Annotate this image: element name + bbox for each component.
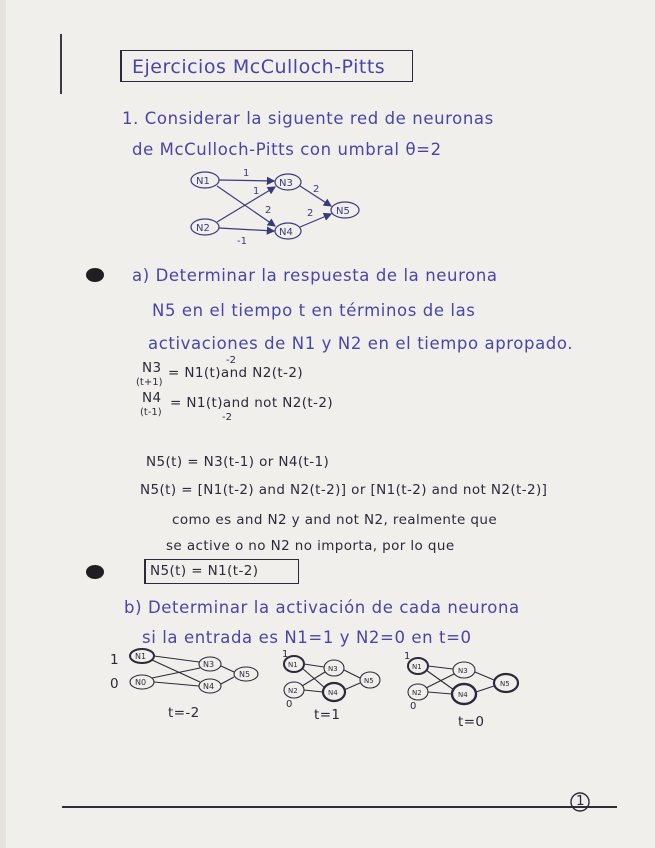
eq1-left: N3 xyxy=(142,360,162,376)
bottom-rule xyxy=(62,806,617,808)
svg-text:N1: N1 xyxy=(412,663,422,671)
svg-text:N2: N2 xyxy=(412,689,422,697)
margin-mark xyxy=(60,34,62,94)
diagram2-n1-marker: 1 xyxy=(282,649,289,660)
input-n2-value: 0 xyxy=(110,676,119,692)
svg-text:N3: N3 xyxy=(328,665,338,673)
svg-text:N4: N4 xyxy=(458,691,468,699)
diagram3-n1-marker: 1 xyxy=(404,651,411,662)
page-title: Ejercicios McCulloch-Pitts xyxy=(132,56,386,78)
input-n1-value: 1 xyxy=(110,652,119,668)
node-n1-label: N1 xyxy=(196,176,210,187)
eq1-note: -2 xyxy=(226,355,236,366)
eq2-sub: (t-1) xyxy=(140,407,162,418)
node-n4-label: N4 xyxy=(279,227,293,238)
part-a-line3: activaciones de N1 y N2 en el tiempo apropado. xyxy=(148,334,574,353)
diagram1-time-label: t=-2 xyxy=(168,705,200,721)
eq2-note: -2 xyxy=(222,412,232,423)
svg-text:N1: N1 xyxy=(135,652,147,661)
diagram2-time-label: t=1 xyxy=(314,707,341,723)
eq2-right: = N1(t)and not N2(t-2) xyxy=(170,395,333,411)
part-a-line1: a) Determinar la respuesta de la neurona xyxy=(132,266,498,285)
weight-n1-n4: 2 xyxy=(265,205,272,216)
part-b-line1: b) Determinar la activación de cada neurona xyxy=(124,598,520,617)
bullet-dot-result xyxy=(86,565,104,579)
part-a-line2: N5 en el tiempo t en términos de las xyxy=(152,301,476,320)
note-line1: como es and N2 y and not N2, realmente que xyxy=(172,512,498,528)
page-edge xyxy=(0,0,6,848)
svg-text:N4: N4 xyxy=(328,689,338,697)
problem1-line2: de McCulloch-Pitts con umbral θ=2 xyxy=(132,140,442,159)
eq1-right: = N1(t)and N2(t-2) xyxy=(168,365,303,381)
svg-text:N5: N5 xyxy=(364,677,374,685)
svg-text:N5: N5 xyxy=(239,670,251,679)
node-n3-label: N3 xyxy=(279,178,293,189)
eq1-sub: (t+1) xyxy=(136,377,163,388)
part-b-line2: si la entrada es N1=1 y N2=0 en t=0 xyxy=(142,628,472,647)
node-n2-label: N2 xyxy=(196,223,210,234)
eq3: N5(t) = N3(t-1) or N4(t-1) xyxy=(146,454,330,470)
page-number: 1 xyxy=(576,793,585,809)
result-equation: N5(t) = N1(t-2) xyxy=(150,563,259,579)
svg-text:N5: N5 xyxy=(500,680,510,688)
weight-n2-n3: 1 xyxy=(253,186,260,197)
weight-n2-n4: -1 xyxy=(237,236,247,246)
bullet-dot-a xyxy=(86,268,104,282)
svg-text:N3: N3 xyxy=(203,660,215,669)
svg-text:N0: N0 xyxy=(135,678,147,687)
svg-text:N4: N4 xyxy=(203,682,215,691)
problem1-line1: 1. Considerar la siguente red de neuronas xyxy=(122,109,494,128)
eq2-left: N4 xyxy=(142,390,162,406)
weight-n4-n5: 2 xyxy=(307,208,314,219)
diagram2-n2-marker: 0 xyxy=(286,699,293,710)
svg-text:N3: N3 xyxy=(458,667,468,675)
network-diagram xyxy=(185,166,375,246)
note-line2: se active o no N2 no importa, por lo que xyxy=(166,538,455,554)
weight-n3-n5: 2 xyxy=(313,184,320,195)
eq4: N5(t) = [N1(t-2) and N2(t-2)] or [N1(t-2) and not N2(t-2)] xyxy=(140,482,548,498)
svg-text:N2: N2 xyxy=(288,687,298,695)
network-diagram-t-0 xyxy=(404,652,526,714)
node-n5-label: N5 xyxy=(336,206,350,217)
diagram3-n2-marker: 0 xyxy=(410,701,417,712)
network-diagram-t-minus-2 xyxy=(122,644,262,704)
diagram3-time-label: t=0 xyxy=(458,714,485,730)
network-diagram-t-1 xyxy=(280,650,390,710)
weight-n1-n3: 1 xyxy=(243,168,250,179)
svg-text:N1: N1 xyxy=(288,661,298,669)
